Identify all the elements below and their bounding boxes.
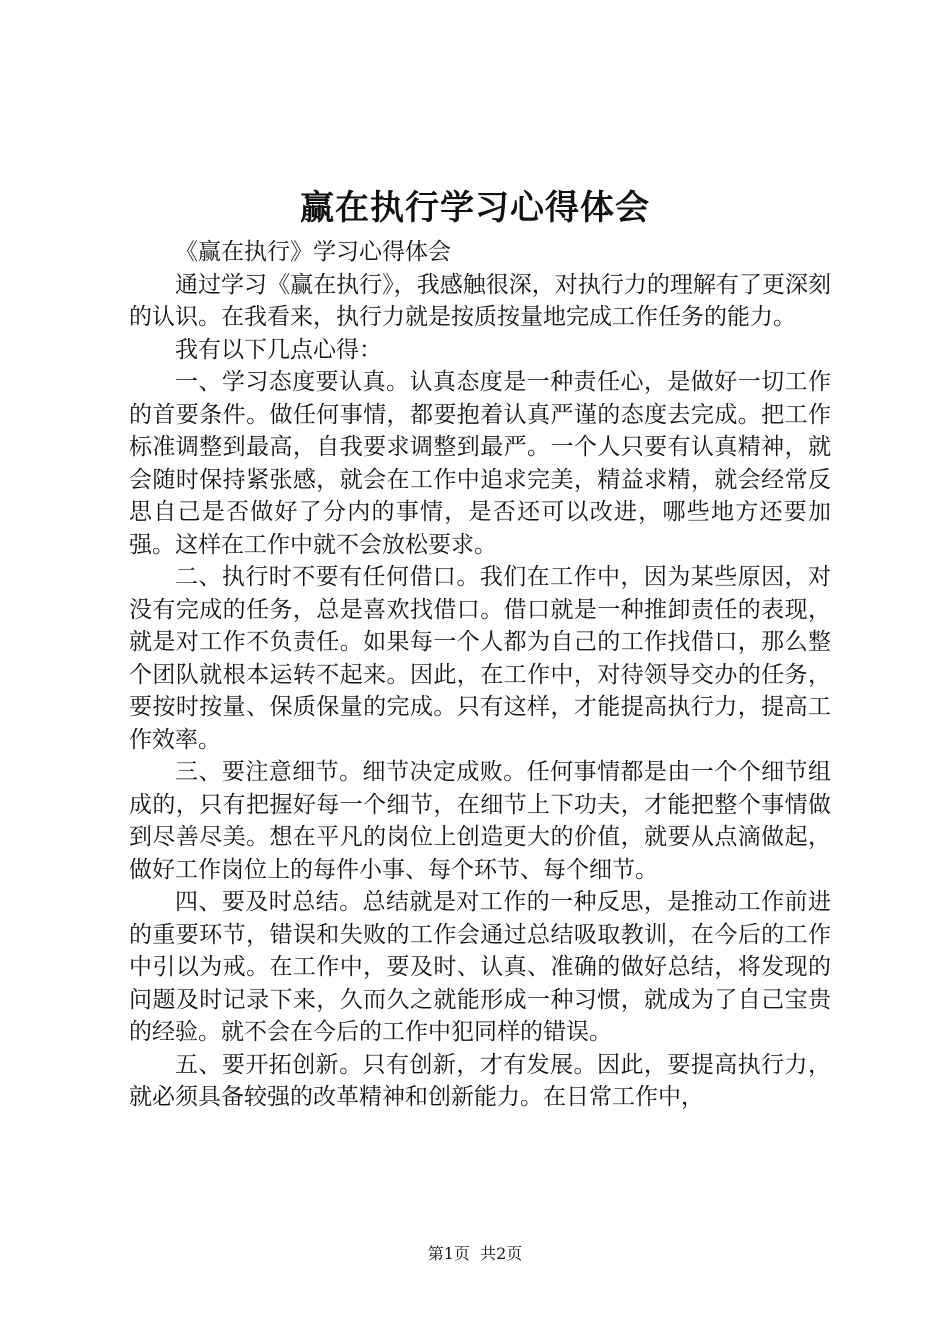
paragraph-point-1: 一、学习态度要认真。认真态度是一种责任心，是做好一切工作的首要条件。做任何事情，都要抱着认真严谨的态度去完成。把工作标准调整到最高，自我要求调整到最严。一个人只要有认真精神，就会随时保持紧张感，就会在工作中追求完美，精益求精，就会经常反思自己是否做好了分内的事情，是否还可以改进，哪些地方还要加强。这样在工作中就不会放松要求。 <box>129 369 831 558</box>
paragraph-intro: 通过学习《赢在执行》，我感触很深，对执行力的理解有了更深刻的认识。在我看来，执行力就是按质按量地完成工作任务的能力。 <box>129 271 831 330</box>
paragraph-point-3: 三、要注意细节。细节决定成败。任何事情都是由一个个细节组成的，只有把握好每一个细节，在细节上下功夫，才能把整个事情做到尽善尽美。想在平凡的岗位上创造更大的价值，就要从点滴做起，做好工作岗位上的每件小事、每个环节、每个细节。 <box>129 759 831 883</box>
paragraph-point-5: 五、要开拓创新。只有创新，才有发展。因此，要提高执行力，就必须具备较强的改革精神和创新能力。在日常工作中， <box>129 1051 831 1110</box>
paragraph-point-4: 四、要及时总结。总结就是对工作的一种反思，是推动工作前进的重要环节，错误和失败的工作会通过总结吸取教训，在今后的工作中引以为戒。在工作中，要及时、认真、准确的做好总结，将发现的问题及时记录下来，久而久之就能形成一种习惯，就成为了自己宝贵的经验。就不会在今后的工作中犯同样的错误。 <box>129 889 831 1045</box>
document-title: 赢在执行学习心得体会 <box>300 188 650 228</box>
paragraph-subtitle: 《赢在执行》学习心得体会 <box>175 239 451 265</box>
page-footer <box>0 1242 950 1266</box>
paragraph-point-2: 二、执行时不要有任何借口。我们在工作中，因为某些原因，对没有完成的任务，总是喜欢找借口。借口就是一种推卸责任的表现，就是对工作不负责任。如果每一个人都为自己的工作找借口，那么整个团队就根本运转不起来。因此，在工作中，对待领导交办的任务，要按时按量、保质保量的完成。只有这样，才能提高执行力，提高工作效率。 <box>129 564 831 753</box>
page-number: 第1页 共2页 <box>427 1244 523 1263</box>
paragraph-lead: 我有以下几点心得： <box>175 336 382 363</box>
document-body <box>129 236 831 1114</box>
